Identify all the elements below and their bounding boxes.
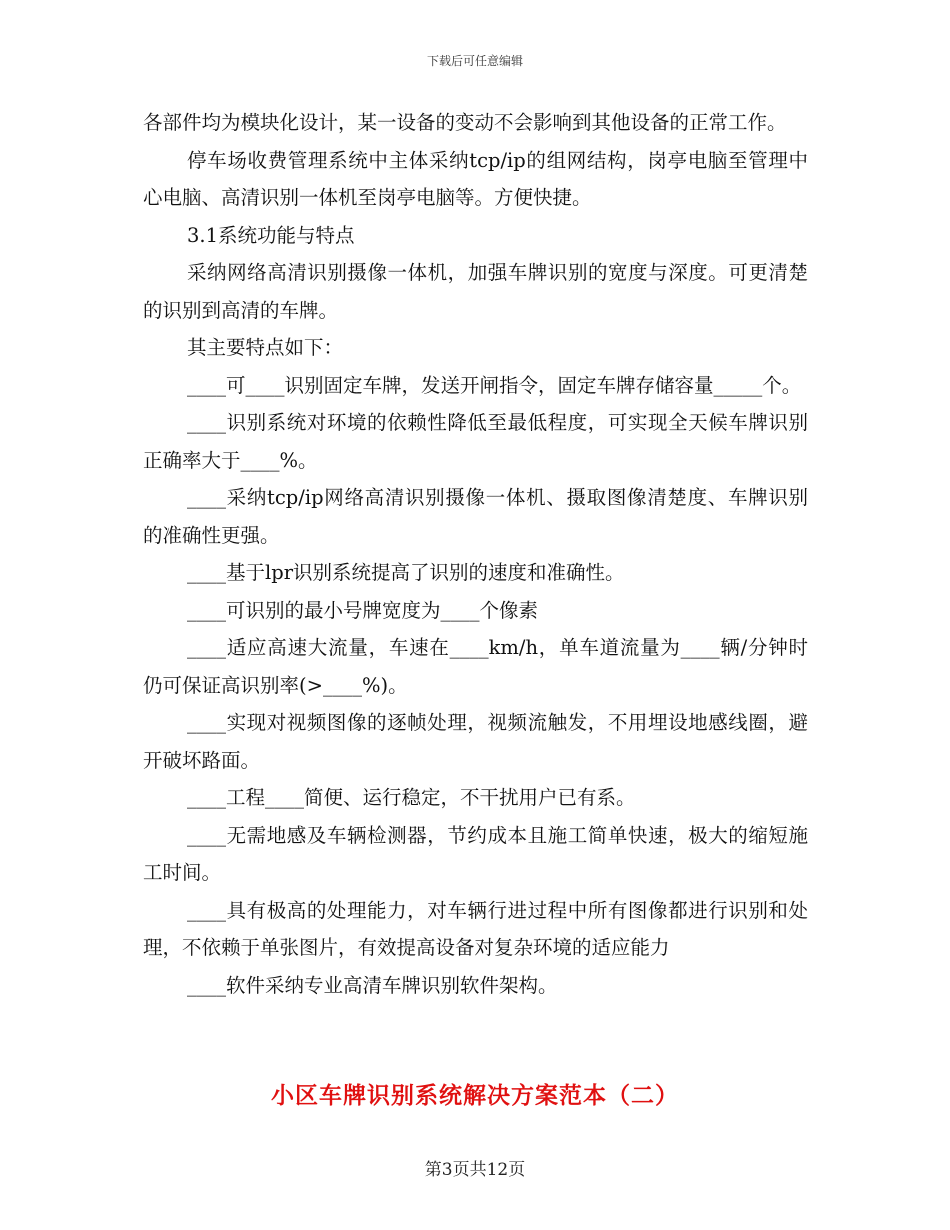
section-heading: 3.1系统功能与特点 (187, 223, 355, 247)
feature-item: ____可____识别固定车牌，发送开闸指令，固定车牌存储容量_____个。 (187, 373, 802, 397)
feature-item: ____可识别的最小号牌宽度为____个像素 (187, 598, 539, 622)
feature-item: ____具有极高的处理能力，对车辆行进过程中所有图像都进行识别和处理，不依赖于单张图片，有效提高设备对复杂环境的适应能力 (143, 898, 808, 959)
page-number: 第3页共12页 (424, 1160, 526, 1180)
page-header-note: 下载后可任意编辑 (426, 54, 523, 68)
body-paragraph: 其主要特点如下： (187, 336, 344, 359)
feature-item: ____无需地感及车辆检测器，节约成本且施工简单快速，极大的缩短施工时间。 (143, 823, 808, 884)
feature-item: ____适应高速大流量，车速在____km/h，单车道流量为____辆/分钟时仍可保证高识别率(>____%)。 (143, 636, 808, 697)
feature-item: ____识别系统对环境的依赖性降低至最低程度，可实现全天候车牌识别正确率大于____%。 (143, 411, 808, 472)
body-paragraph: 停车场收费管理系统中主体采纳tcp/ip的组网结构，岗亭电脑至管理中心电脑、高清识别一体机至岗亭电脑等。方便快捷。 (143, 148, 808, 209)
feature-item: ____基于lpr识别系统提高了识别的速度和准确性。 (187, 561, 625, 584)
feature-item: ____实现对视频图像的逐帧处理，视频流触发，不用埋设地感线圈，避开破坏路面。 (143, 711, 808, 772)
feature-item: ____采纳tcp/ip网络高清识别摄像一体机、摄取图像清楚度、车牌识别的准确性更强。 (143, 486, 808, 547)
feature-item: ____工程____简便、运行稳定，不干扰用户已有系。 (187, 786, 636, 809)
feature-item: ____软件采纳专业高清车牌识别软件架构。 (187, 973, 558, 997)
body-paragraph: 各部件均为模块化设计，某一设备的变动不会影响到其他设备的正常工作。 (143, 111, 787, 134)
section-title: 小区车牌识别系统解决方案范本（二） (271, 1083, 679, 1109)
body-paragraph: 采纳网络高清识别摄像一体机，加强车牌识别的宽度与深度。可更清楚的识别到高清的车牌。 (143, 261, 808, 322)
document-body (143, 104, 808, 1004)
